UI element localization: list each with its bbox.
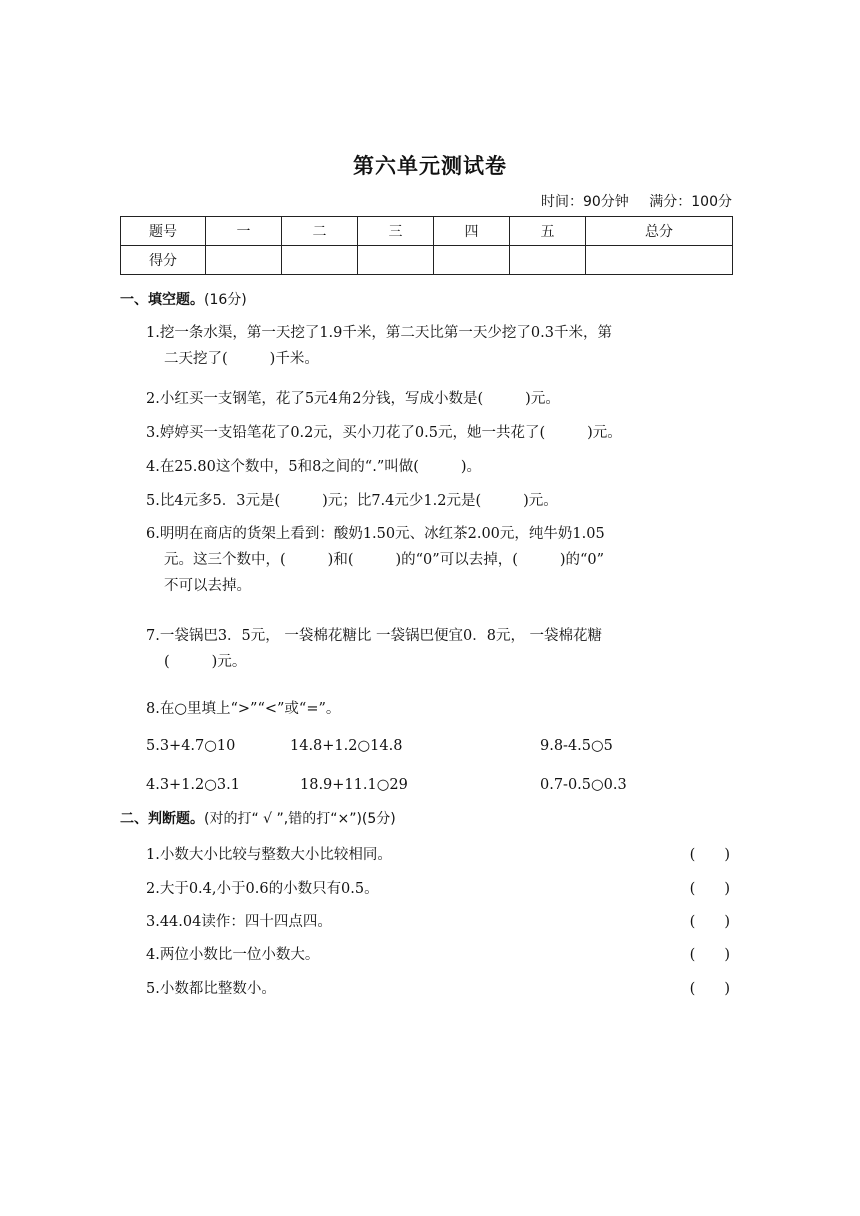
q2-text: 2.小红买一支钢笔，花了5元4角2分钱，写成小数是( [146, 391, 484, 407]
judge-item: 4.两位小数比一位小数大。 [146, 947, 320, 963]
question-6-line2 [146, 547, 605, 573]
score-header-cell: 五 [510, 217, 586, 246]
score-table-row [121, 246, 733, 275]
score-header-cell: 题号 [121, 217, 206, 246]
score-cell[interactable] [282, 246, 358, 275]
compare-item[interactable]: 9.8-4.5○5 [540, 738, 613, 754]
section1-points: (16分) [204, 292, 247, 308]
question-6-line1: 6.明明在商店的货架上看到：酸奶1.50元、冰红茶2.00元，纯牛奶1.05 [146, 526, 605, 542]
question-1-line1: 1.挖一条水渠，第一天挖了1.9千米，第二天比第一天少挖了0.3千米，第 [146, 325, 612, 341]
score-table-header [121, 217, 733, 246]
q7-text: ( [164, 654, 170, 670]
judge-item: 5.小数都比整数小。 [146, 981, 276, 997]
judge-item: 3.44.04读作：四十四点四。 [146, 914, 332, 930]
section1-title: 一、填空题。 [120, 292, 204, 308]
question-2 [146, 386, 560, 412]
compare-item[interactable]: 14.8+1.2○14.8 [290, 738, 403, 754]
compare-item[interactable]: 5.3+4.7○10 [146, 738, 236, 754]
question-3 [146, 420, 622, 446]
judge-answer-paren[interactable]: ( ) [689, 947, 730, 963]
score-header-cell: 一 [206, 217, 282, 246]
question-1-line2 [146, 346, 612, 372]
q2-unit: )元。 [525, 391, 560, 407]
q5-unit: )元。 [523, 493, 558, 509]
q1-text: 二天挖了( [164, 351, 228, 367]
score-cell[interactable] [358, 246, 434, 275]
q6-text-2: )和( [327, 552, 354, 568]
score-cell[interactable] [206, 246, 282, 275]
score-header-cell: 三 [358, 217, 434, 246]
judge-item: 2.大于0.4,小于0.6的小数只有0.5。 [146, 881, 379, 897]
q5-text: 5.比4元多5．3元是( [146, 493, 281, 509]
judge-answer-paren[interactable]: ( ) [689, 847, 730, 863]
section2-title: 二、判断题。 [120, 811, 204, 827]
score-header-cell: 总分 [586, 217, 733, 246]
question-7-line2 [146, 649, 602, 675]
q6-text: 元。这三个数中，( [164, 552, 286, 568]
section2-note: (对的打“ √ ”,错的打“×”)(5分) [204, 811, 396, 827]
question-4 [146, 454, 481, 480]
q3-unit: )元。 [587, 425, 622, 441]
question-7 [146, 623, 602, 675]
score-cell[interactable] [434, 246, 510, 275]
question-8: 8.在○里填上“>”“<”或“=”。 [146, 701, 341, 717]
judge-answer-paren[interactable]: ( ) [689, 981, 730, 997]
question-6 [146, 521, 605, 599]
q6-text-3: )的“0”可以去掉，( [395, 552, 518, 568]
judge-answer-paren[interactable]: ( ) [689, 914, 730, 930]
full-score-label: 满分：100分 [649, 194, 732, 210]
page-title: 第六单元测试卷 [353, 154, 507, 178]
question-1 [146, 320, 612, 372]
score-row-label: 得分 [121, 246, 206, 275]
judge-item: 1.小数大小比较与整数大小比较相同。 [146, 847, 392, 863]
compare-item[interactable]: 0.7-0.5○0.3 [540, 777, 627, 793]
score-cell[interactable] [510, 246, 586, 275]
question-5 [146, 488, 558, 514]
q1-unit: )千米。 [269, 351, 319, 367]
q7-unit: )元。 [211, 654, 247, 670]
q5-text-2: )元；比7.4元少1.2元是( [322, 493, 482, 509]
exam-meta [525, 191, 732, 211]
q3-text: 3.婷婷买一支铅笔花了0.2元，买小刀花了0.5元，她一共花了( [146, 425, 546, 441]
q6-text-4: )的“0” [559, 552, 605, 568]
score-cell[interactable] [586, 246, 733, 275]
q4-text: 4.在25.80这个数中，5和8之间的“.”叫做( [146, 459, 419, 475]
compare-item[interactable]: 18.9+11.1○29 [300, 777, 408, 793]
score-header-cell: 四 [434, 217, 510, 246]
q4-unit: )。 [460, 459, 482, 475]
score-header-cell: 二 [282, 217, 358, 246]
section2-heading [120, 808, 396, 828]
section1-heading [120, 289, 247, 309]
time-label: 时间：90分钟 [540, 194, 629, 210]
question-6-line3: 不可以去掉。 [164, 578, 251, 594]
score-table [120, 216, 733, 275]
question-7-line1: 7.一袋锅巴3．5元， 一袋棉花糖比 一袋锅巴便宜0．8元， 一袋棉花糖 [146, 628, 603, 644]
compare-item[interactable]: 4.3+1.2○3.1 [146, 777, 240, 793]
judge-answer-paren[interactable]: ( ) [689, 881, 730, 897]
